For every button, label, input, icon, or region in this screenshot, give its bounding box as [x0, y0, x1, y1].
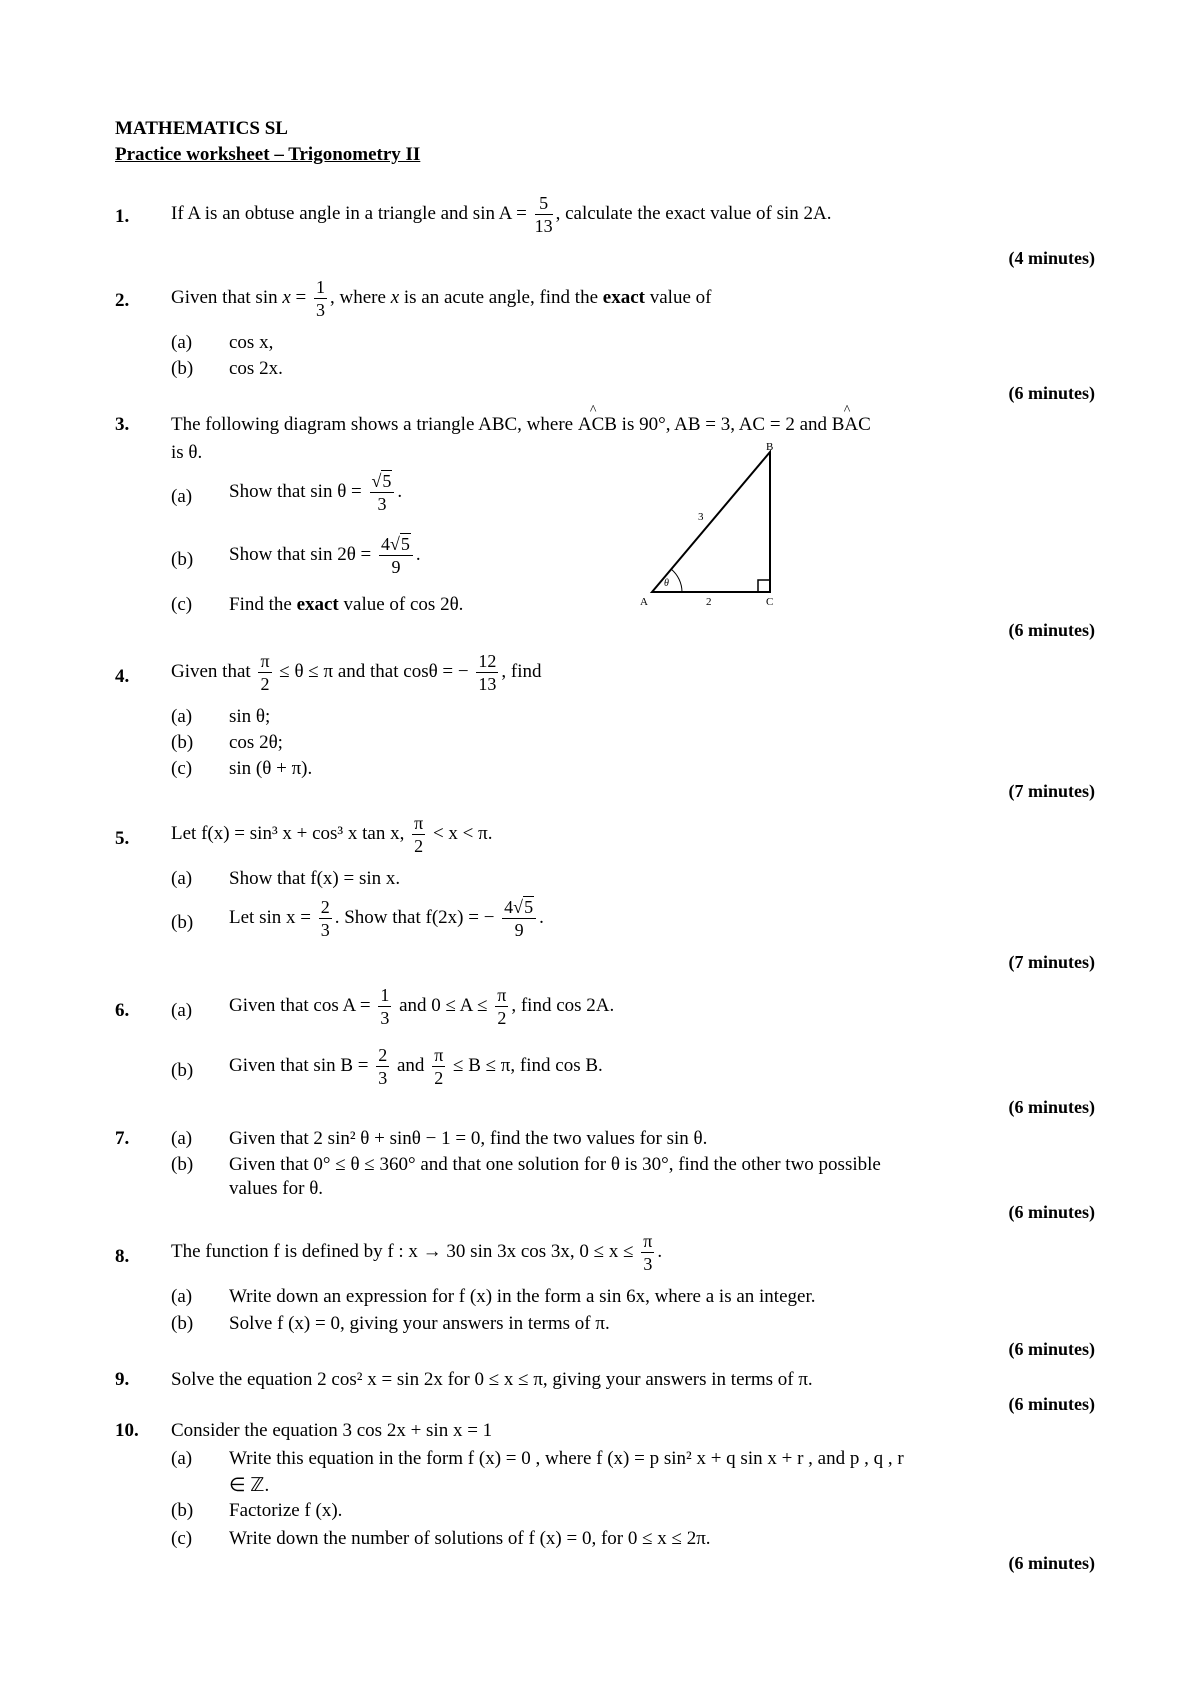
fraction: $\frac{4√5}{9}$	[379, 535, 413, 576]
angle-label: θ	[664, 578, 669, 589]
time-allocation: (6 minutes)	[1008, 1097, 1095, 1117]
question-number: 7.	[115, 1128, 130, 1149]
fraction: $\frac{√5}{3}$	[370, 472, 395, 513]
question-text: If A is an obtuse angle in a triangle and sin A =	[171, 202, 527, 224]
part-a: (a) Show that sin θ = $\frac{√5}{3}$ .	[171, 471, 403, 514]
question-3: 3. The following diagram shows a triangle ABC, where ^ ACB is 90°, AB = 3, AC = 2 and ^ BAC	[115, 414, 1095, 448]
part-a: (a) sin θ;	[171, 706, 271, 727]
fraction: $\frac{\pi}{2}$	[434, 1045, 444, 1088]
part-b: (b) Show that sin 2θ = $\frac{4√5}{9}$ .	[171, 534, 421, 577]
question-number: 4.	[115, 666, 130, 687]
time-allocation: (6 minutes)	[1008, 620, 1095, 640]
fraction: $\frac{4√5}{9}$	[502, 898, 536, 939]
time-allocation: (6 minutes)	[1008, 1339, 1095, 1359]
part-b: (b) Solve f (x) = 0, giving your answers in terms of π.	[171, 1313, 610, 1334]
fraction: $\frac{\pi}{2}$	[260, 651, 270, 694]
side-ab-label: 3	[698, 511, 704, 523]
fraction: $\frac{5}{13}$	[534, 193, 553, 236]
question-6: 6. (a) Given that cos A = $\frac{1}{3}$ and 0 ≤ A ≤ $\frac{\pi}{2}$ , find cos 2A.	[115, 985, 615, 1028]
page-subtitle: Practice worksheet – Trigonometry II	[115, 144, 421, 165]
part-b: (b) Let sin x = $\frac{2}{3}$ . Show that f(2x) = − $\frac{4√5}{9}$ .	[171, 897, 544, 940]
triangle-diagram	[630, 440, 790, 610]
question-number: 6.	[115, 1000, 130, 1021]
part-a: (a) Show that f(x) = sin x.	[171, 868, 401, 889]
question-8: 8. The function f is defined by f : x → 30 sin 3x cos 3x, 0 ≤ x ≤ $\frac{\pi}{3}$ .	[115, 1231, 663, 1274]
fraction: $\frac{1}{3}$	[316, 277, 326, 320]
part-b: (b) Given that 0° ≤ θ ≤ 360° and that one solution for θ is 30°, find the other two possible	[171, 1154, 881, 1175]
question-7: 7. (a) Given that 2 sin² θ + sinθ − 1 = 0, find the two values for sin θ.	[115, 1128, 708, 1149]
fraction: $\frac{12}{13}$	[478, 651, 497, 694]
question-number: 2.	[115, 290, 130, 311]
triangle-abc	[652, 452, 770, 592]
fraction: $\frac{2}{3}$	[320, 897, 330, 940]
fraction: $\frac{\pi}{3}$	[643, 1231, 653, 1274]
fraction: $\frac{\pi}{2}$	[414, 813, 424, 856]
angle-arc	[671, 569, 682, 592]
question-5: 5. Let f(x) = sin³ x + cos³ x tan x, $\frac{\pi}{2}$ < x < π.	[115, 813, 493, 856]
right-angle-mark	[758, 580, 770, 592]
time-allocation: (6 minutes)	[1008, 1553, 1095, 1573]
vertex-c-label: C	[766, 596, 774, 608]
question-number: 10.	[115, 1420, 139, 1441]
time-allocation: (6 minutes)	[1008, 1394, 1095, 1414]
vertex-a-label: A	[640, 596, 648, 608]
question-1: 1. If A is an obtuse angle in a triangle and sin A = $\frac{5}{13}$ , calculate the exact value of sin 2A.	[115, 193, 832, 236]
part-a: (a) Write down an expression for f (x) in the form a sin 6x, where a is an integer.	[171, 1286, 816, 1307]
time-allocation: (6 minutes)	[1008, 383, 1095, 403]
question-9: 9. Solve the equation 2 cos² x = sin 2x for 0 ≤ x ≤ π, giving your answers in terms of π.	[115, 1369, 813, 1390]
question-number: 9.	[115, 1369, 130, 1390]
part-c: (c) Find the exact value of cos 2θ.	[171, 594, 464, 615]
part-c: (c) sin (θ + π).	[171, 758, 313, 779]
part-b: (b) cos 2x.	[171, 358, 283, 379]
fraction: $\frac{1}{3}$	[380, 985, 390, 1028]
side-ac-label: 2	[706, 596, 712, 608]
question-number: 3.	[115, 414, 130, 435]
question-number: 1.	[115, 206, 130, 227]
worksheet-page: MATHEMATICS SL Practice worksheet – Trigonometry II 1. If A is an obtuse angle in a triangle and sin A = $\frac{5}{13}$ , calculate the exact value of sin 2A. (4 minutes) 2. Given that sin x = $\frac{1}{3}$ , where x is an acute angle, find the exact value of (a) cos x, (b) cos 2x. (6 minutes) 3. The following diagram shows a triangle ABC, where ^ ACB is 90°, AB = 3, AC = 2 and ^ BAC is θ. (a) Show that sin θ = $\frac{√5}{3}$ . (b) Show that sin 2θ = $\frac{4√5}{9}$ . (c) Find the exact value of cos 2θ. θ A B C 3 2 (6 minutes) 4. Given that $\frac{\pi}{2}$ ≤ θ ≤ π and that cosθ = − $\frac{12}{13}$ , find (a) sin θ; (b) cos 2θ; (c) sin (θ + π). (7 minutes) 5. Let f(x) = sin³ x + cos³ x tan x, $\frac{\pi}{2}$ < x < π. (a) Show that f(x) = sin x. (b) Let sin x = $\frac{2}{3}$ . Show that f(2x) = − $\frac{4√5}{9}$ . (7 minutes) 6. (a) Given that cos A = $\frac{1}{3}$ and 0 ≤ A ≤ $\frac{\pi}{2}$ , find cos 2A. (b) Given that sin B = $\frac{2}{3}$ and $\frac{\pi}{2}$ ≤ B ≤ π, find cos B. (6 minutes) 7. (a) Given that 2 sin² θ + sinθ − 1 = 0, find the two values for sin θ. (b) Given that 0° ≤ θ ≤ 360° and that one solution for θ is 30°, find the other two possible values for θ. (6 minutes) 8. The function f is defined by f : x → 30 sin 3x cos 3x, 0 ≤ x ≤ $\frac{\pi}{3}$ . (a) Write down an expression for f (x) in the form a sin 6x, where a is an integer. (b) Solve f (x) = 0, giving your answers in terms of π. (6 minutes) 9. Solve the equation 2 cos² x = sin 2x for 0 ≤ x ≤ π, giving your answers in terms of π. (6 minutes) 10. Consider the equation 3 cos 2x + sin x = 1 (a) Write this equation in the form f (x) = 0 , where f (x) = p sin² x + q sin x + r , and p , q , r ∈ ℤ. (b) Factorize f (x). (c) Write down the number of solutions of f (x) = 0, for 0 ≤ x ≤ 2π. (6 minutes)	[0, 0, 1200, 1698]
part-a: (a) Write this equation in the form f (x) = 0 , where f (x) = p sin² x + q sin x + r , and p , q , r	[171, 1448, 904, 1469]
time-allocation: (6 minutes)	[1008, 1202, 1095, 1222]
question-10: 10. Consider the equation 3 cos 2x + sin x = 1	[115, 1420, 493, 1441]
part-a: (a) cos x,	[171, 332, 274, 353]
time-allocation: (7 minutes)	[1008, 952, 1095, 972]
time-allocation: (4 minutes)	[1008, 248, 1095, 268]
question-2: 2. Given that sin x = $\frac{1}{3}$ , where x is an acute angle, find the exact value of	[115, 277, 712, 320]
question-4: 4. Given that $\frac{\pi}{2}$ ≤ θ ≤ π and that cosθ = − $\frac{12}{13}$ , find	[115, 651, 542, 694]
part-c: (c) Write down the number of solutions of f (x) = 0, for 0 ≤ x ≤ 2π.	[171, 1528, 711, 1549]
page-title: MATHEMATICS SL	[115, 118, 288, 139]
question-number: 5.	[115, 828, 130, 849]
part-b: (b) cos 2θ;	[171, 732, 283, 753]
question-number: 8.	[115, 1246, 130, 1267]
part-b: (b) Factorize f (x).	[171, 1500, 343, 1521]
part-b: (b) Given that sin B = $\frac{2}{3}$ and $\frac{\pi}{2}$ ≤ B ≤ π, find cos B.	[171, 1045, 603, 1088]
fraction: $\frac{2}{3}$	[378, 1045, 388, 1088]
time-allocation: (7 minutes)	[1008, 781, 1095, 801]
vertex-b-label: B	[766, 441, 774, 453]
fraction: $\frac{\pi}{2}$	[497, 985, 507, 1028]
